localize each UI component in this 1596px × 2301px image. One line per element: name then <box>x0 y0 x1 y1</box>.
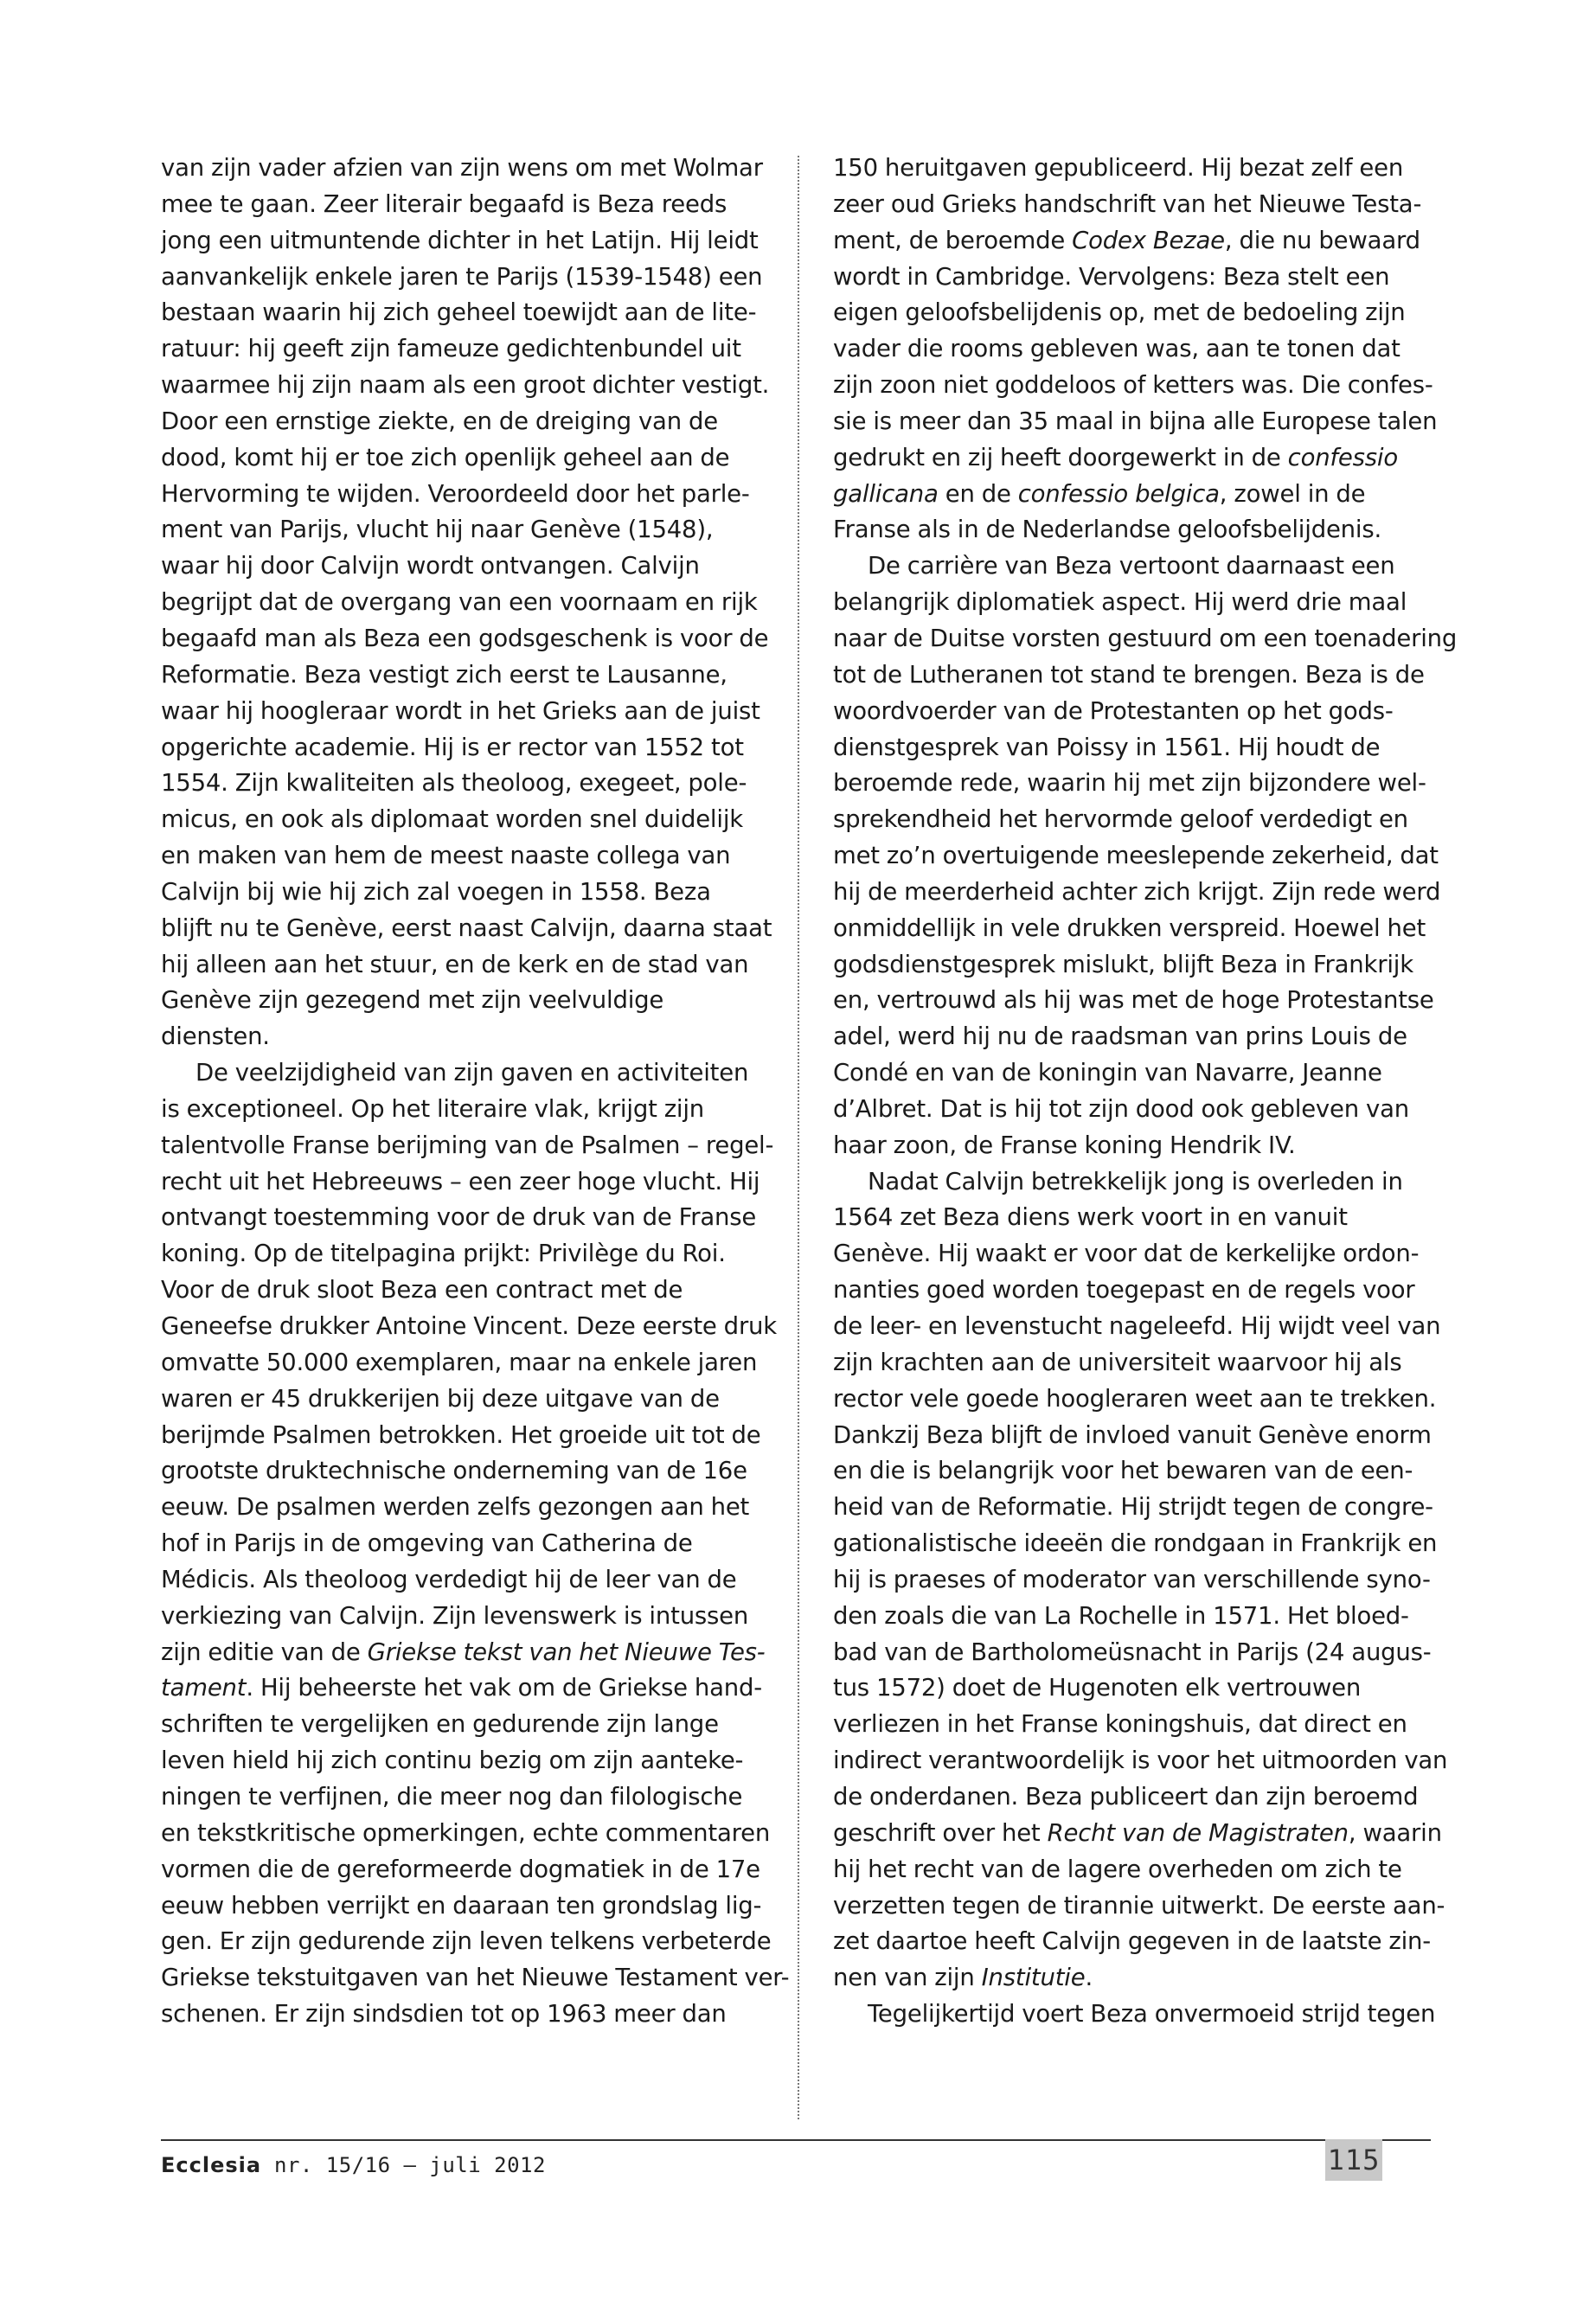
column-divider <box>798 156 799 2119</box>
text-line: d’Albret. Dat is hij tot zijn dood ook gebleven van <box>833 1094 1409 1123</box>
text-run: , zowel in de <box>1219 479 1366 508</box>
text-line: beroemde rede, waarin hij met zijn bijzondere wel- <box>833 769 1426 798</box>
text-line: talentvolle Franse berijming van de Psalmen – regel- <box>161 1131 774 1159</box>
text-line: berijmde Psalmen betrokken. Het groeide uit tot de <box>161 1420 761 1449</box>
text-line: gationalistische ideeën die rondgaan in Frankrijk en <box>833 1529 1438 1558</box>
text-run: gedrukt en zij heeft doorgewerkt in de <box>833 443 1288 471</box>
text-run: . Hij beheerste het vak om de Griekse hand- <box>246 1674 762 1702</box>
paragraph <box>833 1164 1480 1997</box>
text-line: begrijpt dat de overgang van een voornaam en rijk <box>161 588 758 617</box>
right-column <box>833 151 1480 2131</box>
text-line: bestaan waarin hij zich geheel toewijdt aan de lite- <box>161 298 757 327</box>
text-line: onmiddellijk in vele drukken verspreid. Hoewel het <box>833 913 1426 942</box>
text-run: zijn editie van de <box>161 1638 368 1666</box>
text-line: mee te gaan. Zeer literair begaafd is Beza reeds <box>161 189 727 218</box>
text-line: Genève. Hij waakt er voor dat de kerkelijke ordon- <box>833 1240 1420 1268</box>
text-line: sie is meer dan 35 maal in bijna alle Europese talen <box>833 407 1438 435</box>
text-line: schenen. Er zijn sindsdien tot op 1963 meer dan <box>161 2000 727 2029</box>
text-line: wordt in Cambridge. Vervolgens: Beza stelt een <box>833 262 1390 291</box>
text-line: zijn krachten aan de universiteit waarvoor hij als <box>833 1348 1402 1376</box>
paragraph <box>161 151 808 1055</box>
text-run: , die nu bewaard <box>1224 226 1420 254</box>
text-run: . <box>1085 1964 1093 1992</box>
text-line: nanties goed worden toegepast en de regels voor <box>833 1276 1415 1304</box>
text-run: ment, de beroemde <box>833 226 1073 254</box>
text-line: 1564 zet Beza diens werk voort in en vanuit <box>833 1203 1348 1232</box>
text-line: Nadat Calvijn betrekkelijk jong is overleden in <box>868 1167 1403 1195</box>
text-line: ment van Parijs, vlucht hij naar Genève (1548), <box>161 516 714 544</box>
text-line <box>833 440 1480 477</box>
italic-title: confessio <box>1287 443 1398 471</box>
text-line: jong een uitmuntende dichter in het Latijn. Hij leidt <box>161 226 759 254</box>
text-line: ratuur: hij geeft zijn fameuze gedichtenbundel uit <box>161 335 741 363</box>
left-column <box>161 151 808 2131</box>
text-line: Tegelijkertijd voert Beza onvermoeid strijd tegen <box>868 2000 1436 2029</box>
text-line: gen. Er zijn gedurende zijn leven telkens verbeterde <box>161 1927 772 1956</box>
text-line: woordvoerder van de Protestanten op het gods- <box>833 696 1394 725</box>
text-line: eeuw. De psalmen werden zelfs gezongen aan het <box>161 1493 750 1522</box>
italic-title: gallicana <box>833 479 939 508</box>
text-line: van zijn vader afzien van zijn wens om met Wolmar <box>161 154 763 182</box>
text-line: met zo’n overtuigende meeslepende zekerheid, dat <box>833 842 1439 870</box>
paragraph <box>833 1997 1480 2033</box>
paragraph <box>833 151 1480 548</box>
text-line: Geneefse drukker Antoine Vincent. Deze eerste druk <box>161 1312 778 1340</box>
text-line: en maken van hem de meest naaste collega van <box>161 842 731 870</box>
text-line: rector vele goede hoogleraren weet aan te trekken. <box>833 1384 1437 1413</box>
text-line: diensten. <box>161 1022 270 1051</box>
italic-title: Institutie <box>981 1964 1086 1992</box>
text-line: Médicis. Als theoloog verdedigt hij de leer van de <box>161 1565 737 1593</box>
text-line: is exceptioneel. Op het literaire vlak, krijgt zijn <box>161 1094 705 1123</box>
text-line: waar hij hoogleraar wordt in het Grieks aan de juist <box>161 696 760 725</box>
text-line <box>161 1635 808 1671</box>
text-line: eigen geloofsbelijdenis op, met de bedoeling zijn <box>833 298 1406 327</box>
text-line: naar de Duitse vorsten gestuurd om een toenadering <box>833 624 1458 652</box>
text-line: zijn zoon niet goddeloos of ketters was. Die confes- <box>833 371 1433 400</box>
text-line: Griekse tekstuitgaven van het Nieuwe Testament ver- <box>161 1964 790 1992</box>
text-line: micus, en ook als diplomaat worden snel duidelijk <box>161 805 743 834</box>
text-line: indirect verantwoordelijk is voor het uitmoorden van <box>833 1747 1448 1775</box>
text-line: sprekendheid het hervormde geloof verdedigt en <box>833 805 1408 834</box>
text-line <box>833 1960 1480 1997</box>
text-line: vader die rooms gebleven was, aan te tonen dat <box>833 335 1401 363</box>
text-line: de leer- en levenstucht nageleefd. Hij wijdt veel van <box>833 1312 1441 1340</box>
text-line: ningen te verfijnen, die meer nog dan filologische <box>161 1782 743 1811</box>
text-line <box>833 1816 1480 1852</box>
text-line: De carrière van Beza vertoont daarnaast een <box>868 552 1395 580</box>
text-line: waarmee hij zijn naam als een groot dichter vestigt. <box>161 371 770 400</box>
text-line: De veelzijdigheid van zijn gaven en activiteiten <box>195 1059 749 1087</box>
text-line: Dankzij Beza blijft de invloed vanuit Genève enorm <box>833 1420 1432 1449</box>
text-line: 1554. Zijn kwaliteiten als theoloog, exegeet, pole- <box>161 769 747 798</box>
paragraph <box>161 1055 808 2033</box>
text-line: zeer oud Grieks handschrift van het Nieuwe Testa- <box>833 189 1422 218</box>
text-line: grootste druktechnische onderneming van de 16e <box>161 1457 747 1485</box>
text-line: de onderdanen. Beza publiceert dan zijn beroemd <box>833 1782 1419 1811</box>
text-line: dienstgesprek van Poissy in 1561. Hij houdt de <box>833 733 1381 761</box>
text-line: leven hield hij zich continu bezig om zijn aanteke- <box>161 1747 744 1775</box>
magazine-name: Ecclesia <box>161 2153 262 2177</box>
text-run: , waarin <box>1348 1818 1442 1847</box>
italic-title: Codex Bezae <box>1072 226 1225 254</box>
text-line: heid van de Reformatie. Hij strijdt tegen de congre- <box>833 1493 1433 1522</box>
text-line: belangrijk diplomatiek aspect. Hij werd drie maal <box>833 588 1407 617</box>
text-line: haar zoon, de Franse koning Hendrik IV. <box>833 1131 1296 1159</box>
italic-title: Recht van de Magistraten <box>1047 1818 1349 1847</box>
text-line: den zoals die van La Rochelle in 1571. Het bloed- <box>833 1601 1409 1630</box>
text-line <box>833 477 1480 513</box>
text-line: recht uit het Hebreeuws – een zeer hoge vlucht. Hij <box>161 1167 760 1195</box>
text-run: en de <box>938 479 1018 508</box>
text-line: omvatte 50.000 exemplaren, maar na enkele jaren <box>161 1348 758 1376</box>
text-line: waren er 45 drukkerijen bij deze uitgave van de <box>161 1384 720 1413</box>
text-line: blijft nu te Genève, eerst naast Calvijn, daarna staat <box>161 913 772 942</box>
text-line: hij het recht van de lagere overheden om zich te <box>833 1855 1402 1883</box>
text-line: vormen die de gereformeerde dogmatiek in de 17e <box>161 1855 760 1883</box>
italic-title: tament <box>161 1674 247 1702</box>
italic-title: Griekse tekst van het Nieuwe Tes- <box>367 1638 766 1666</box>
footer-issue-info <box>161 2153 546 2177</box>
text-line: Franse als in de Nederlandse geloofsbelijdenis. <box>833 516 1382 544</box>
text-line: Calvijn bij wie hij zich zal voegen in 1558. Beza <box>161 877 711 906</box>
text-line: Reformatie. Beza vestigt zich eerst te Lausanne, <box>161 660 727 689</box>
text-run: geschrift over het <box>833 1818 1048 1847</box>
text-line: Condé en van de koningin van Navarre, Jeanne <box>833 1059 1382 1087</box>
text-line: Door een ernstige ziekte, en de dreiging van de <box>161 407 718 435</box>
text-line: verkiezing van Calvijn. Zijn levenswerk is intussen <box>161 1601 749 1630</box>
text-line: verliezen in het Franse koningshuis, dat direct en <box>833 1710 1407 1739</box>
text-line: Hervorming te wijden. Veroordeeld door het parle- <box>161 479 750 508</box>
text-line: bad van de Bartholomeüsnacht in Parijs (24 augus- <box>833 1638 1432 1666</box>
text-line: verzetten tegen de tirannie uitwerkt. De eerste aan- <box>833 1891 1445 1920</box>
text-line: waar hij door Calvijn wordt ontvangen. Calvijn <box>161 552 700 580</box>
paragraph <box>833 548 1480 1163</box>
text-line <box>161 1670 808 1707</box>
text-run: nen van zijn <box>833 1964 982 1992</box>
text-line: begaafd man als Beza een godsgeschenk is voor de <box>161 624 769 652</box>
text-line: hij is praeses of moderator van verschillende syno- <box>833 1565 1431 1593</box>
text-line: en, vertrouwd als hij was met de hoge Protestantse <box>833 986 1434 1015</box>
text-line: godsdienstgesprek mislukt, blijft Beza in Frankrijk <box>833 950 1413 978</box>
text-line: ontvangt toestemming voor de druk van de Franse <box>161 1203 757 1232</box>
text-line: en tekstkritische opmerkingen, echte commentaren <box>161 1818 771 1847</box>
page-number: 115 <box>1325 2139 1382 2181</box>
text-line: eeuw hebben verrijkt en daaraan ten grondslag lig- <box>161 1891 762 1920</box>
text-line: tus 1572) doet de Hugenoten elk vertrouwen <box>833 1674 1362 1702</box>
text-line: hof in Parijs in de omgeving van Catherina de <box>161 1529 693 1558</box>
text-line: hij alleen aan het stuur, en de kerk en de stad van <box>161 950 749 978</box>
text-line: schriften te vergelijken en gedurende zijn lange <box>161 1710 719 1739</box>
text-line: hij de meerderheid achter zich krijgt. Zijn rede werd <box>833 877 1441 906</box>
footer-rule <box>161 2139 1431 2141</box>
text-line: en die is belangrijk voor het bewaren van de een- <box>833 1457 1413 1485</box>
text-line <box>833 223 1480 260</box>
text-line: adel, werd hij nu de raadsman van prins Louis de <box>833 1022 1407 1051</box>
text-line: tot de Lutheranen tot stand te brengen. Beza is de <box>833 660 1425 689</box>
text-line: zet daartoe heeft Calvijn gegeven in de laatste zin- <box>833 1927 1431 1956</box>
text-line: koning. Op de titelpagina prijkt: Privilège du Roi. <box>161 1240 726 1268</box>
text-line: 150 heruitgaven gepubliceerd. Hij bezat zelf een <box>833 154 1404 182</box>
text-line: aanvankelijk enkele jaren te Parijs (1539-1548) een <box>161 262 763 291</box>
text-line: Voor de druk sloot Beza een contract met de <box>161 1276 683 1304</box>
italic-title: confessio belgica <box>1017 479 1220 508</box>
text-line: Genève zijn gezegend met zijn veelvuldige <box>161 986 664 1015</box>
text-line: dood, komt hij er toe zich openlijk geheel aan de <box>161 443 730 471</box>
text-line: opgerichte academie. Hij is er rector van 1552 tot <box>161 733 744 761</box>
issue-label: nr. 15/16 — juli 2012 <box>261 2153 546 2177</box>
